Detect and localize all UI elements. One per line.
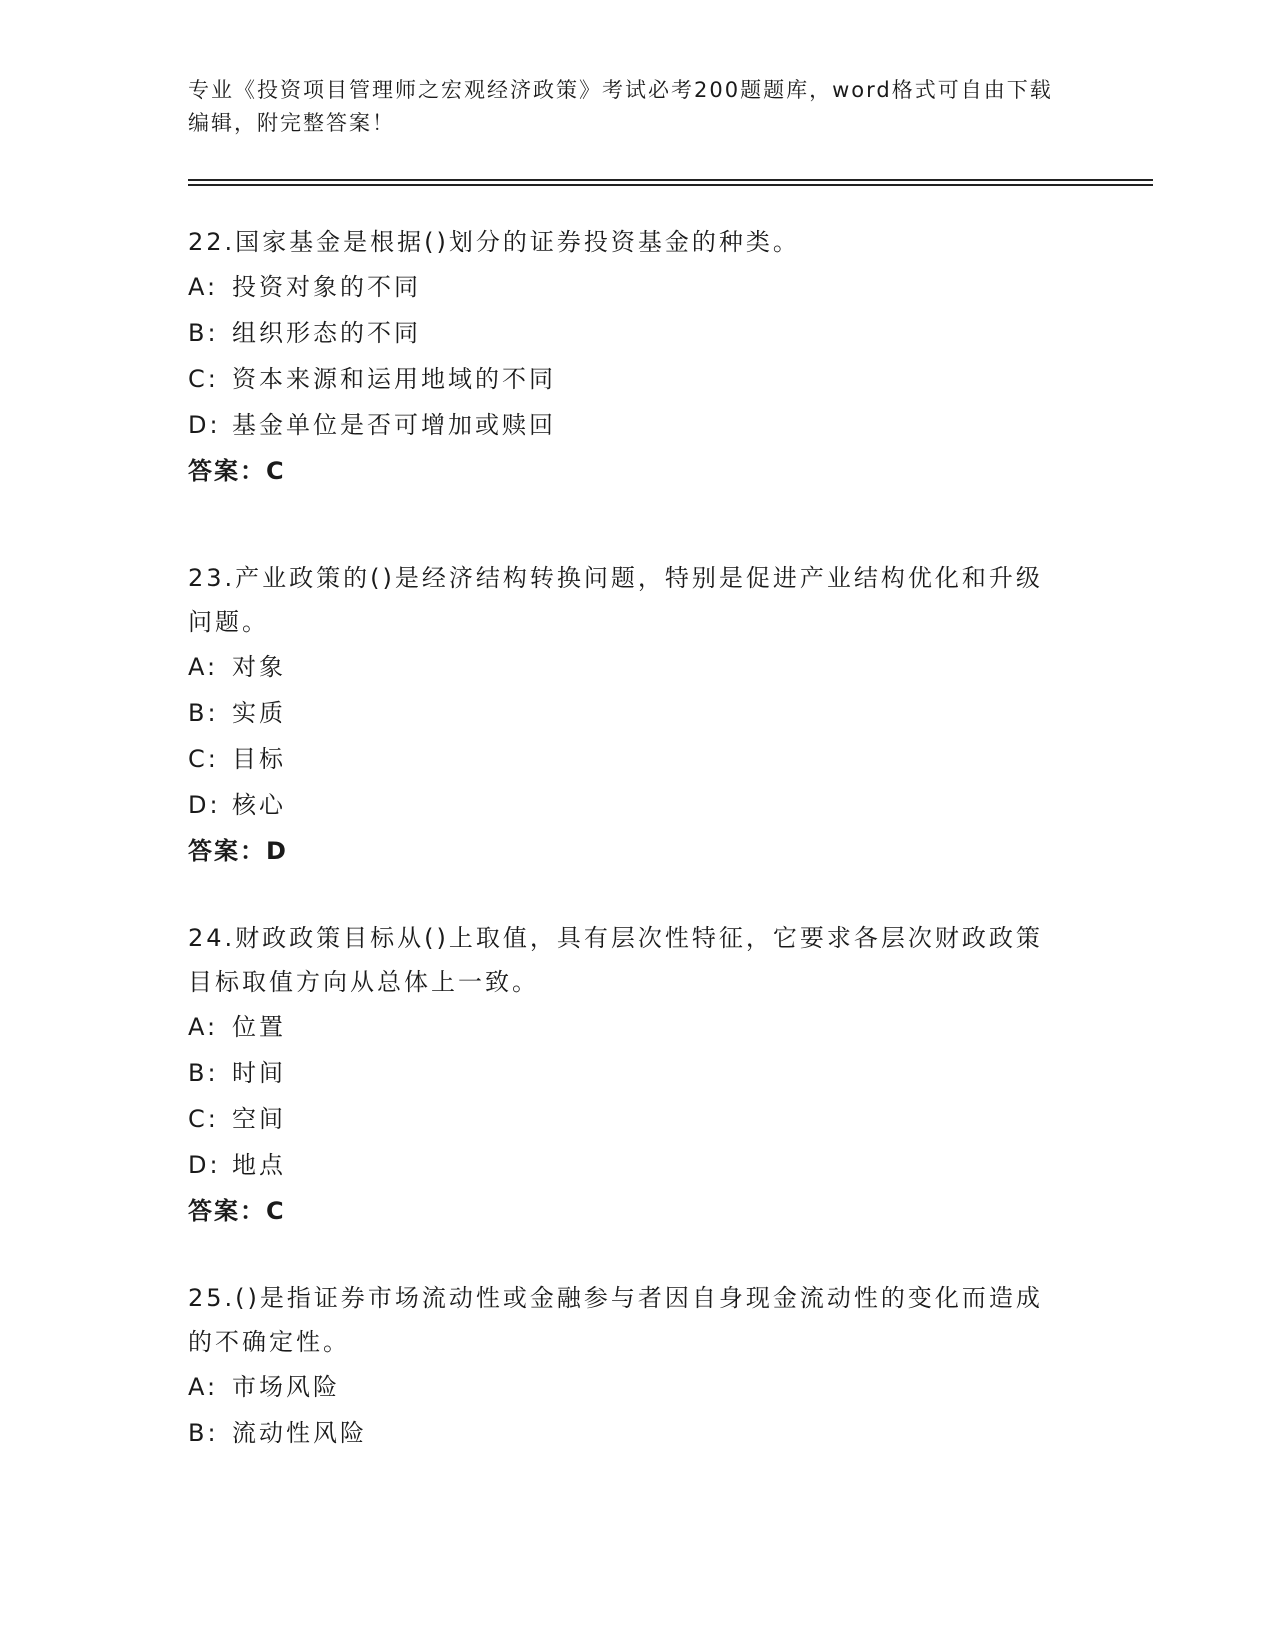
option-text: 实质 (232, 699, 286, 727)
option-text: 地点 (232, 1151, 286, 1179)
option-text: 组织形态的不同 (232, 319, 421, 347)
answer-line: 答案：C (188, 1197, 286, 1225)
question-stem: 23.产业政策的()是经济结构转换问题，特别是促进产业结构优化和升级问题。 (188, 564, 1043, 636)
document-header: 专业《投资项目管理师之宏观经济政策》考试必考200题题库，word格式可自由下载编辑，附完整答案！ (188, 78, 1053, 135)
question-25 (188, 1276, 1068, 1456)
option-key: A: (188, 1013, 219, 1041)
option-d (188, 782, 1068, 828)
option-key: B: (188, 319, 219, 347)
option-key: A: (188, 273, 219, 301)
option-c (188, 356, 1068, 402)
option-a (188, 644, 1068, 690)
option-text: 市场风险 (232, 1373, 340, 1401)
option-b (188, 1410, 1068, 1456)
option-c (188, 1096, 1068, 1142)
option-c (188, 736, 1068, 782)
option-b (188, 310, 1068, 356)
option-key: B: (188, 1419, 219, 1447)
option-b (188, 1050, 1068, 1096)
option-text: 对象 (232, 653, 286, 681)
question-22 (188, 220, 1068, 494)
option-key: B: (188, 1059, 219, 1087)
answer-line: 答案：C (188, 457, 286, 485)
option-text: 核心 (232, 791, 286, 819)
header-divider-top (188, 179, 1153, 181)
option-text: 投资对象的不同 (232, 273, 421, 301)
option-key: C: (188, 365, 219, 393)
option-text: 基金单位是否可增加或赎回 (232, 411, 556, 439)
option-key: C: (188, 745, 219, 773)
question-stem: 25.()是指证券市场流动性或金融参与者因自身现金流动性的变化而造成的不确定性。 (188, 1284, 1043, 1356)
option-d (188, 402, 1068, 448)
option-key: C: (188, 1105, 219, 1133)
option-d (188, 1142, 1068, 1188)
option-a (188, 1364, 1068, 1410)
option-key: D: (188, 791, 221, 819)
answer-line: 答案：D (188, 837, 288, 865)
option-a (188, 1004, 1068, 1050)
header-divider-bottom (188, 184, 1153, 186)
option-text: 目标 (232, 745, 286, 773)
question-stem: 24.财政政策目标从()上取值，具有层次性特征，它要求各层次财政政策目标取值方向从总体上一致。 (188, 924, 1043, 996)
option-a (188, 264, 1068, 310)
option-key: D: (188, 1151, 221, 1179)
question-23 (188, 556, 1068, 874)
question-stem: 22.国家基金是根据()划分的证券投资基金的种类。 (188, 228, 800, 256)
option-text: 资本来源和运用地域的不同 (232, 365, 556, 393)
option-key: A: (188, 1373, 219, 1401)
question-24 (188, 916, 1068, 1234)
option-text: 流动性风险 (232, 1419, 367, 1447)
option-text: 空间 (232, 1105, 286, 1133)
option-key: A: (188, 653, 219, 681)
option-b (188, 690, 1068, 736)
option-text: 时间 (232, 1059, 286, 1087)
option-key: D: (188, 411, 221, 439)
option-text: 位置 (232, 1013, 286, 1041)
option-key: B: (188, 699, 219, 727)
